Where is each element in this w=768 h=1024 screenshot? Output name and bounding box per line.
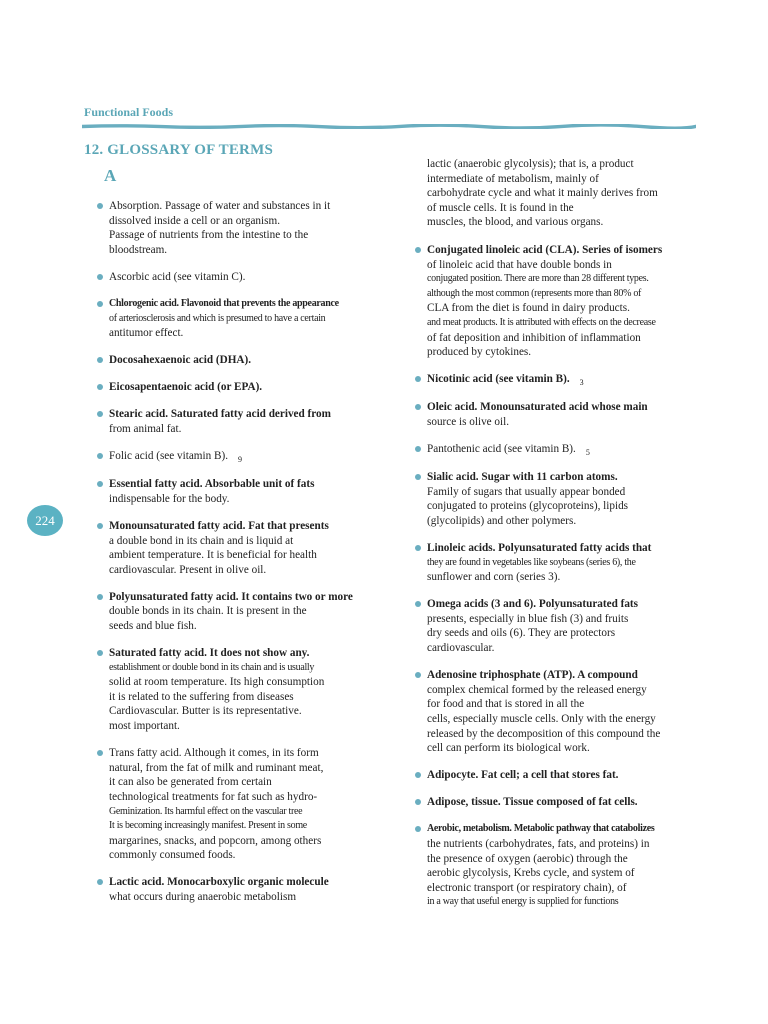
glossary-entry — [414, 541, 699, 585]
glossary-definition-line: solid at room temperature. Its high consumption — [109, 676, 325, 689]
glossary-entry — [414, 668, 699, 756]
bullet-icon — [415, 826, 421, 832]
glossary-entry — [96, 590, 396, 634]
glossary-entry — [414, 470, 699, 528]
glossary-term: Adipocyte. Fat cell; a cell that stores fat. — [427, 769, 619, 782]
glossary-entry — [96, 519, 396, 577]
glossary-entry — [96, 353, 396, 368]
glossary-definition-line: in a way that useful energy is supplied for functions — [427, 896, 619, 908]
glossary-definition-line: complex chemical formed by the released energy — [427, 683, 647, 696]
glossary-left-column — [96, 199, 396, 917]
glossary-definition-line: (glycolipids) and other polymers. — [427, 514, 577, 527]
footnote-marker: 3 — [579, 378, 584, 388]
bullet-icon — [415, 799, 421, 805]
glossary-definition-line: It is becoming increasingly manifest. Present in some — [109, 820, 307, 832]
glossary-definition-line: of arteriosclerosis and which is presumed to have a certain — [109, 312, 326, 324]
glossary-entry — [96, 477, 396, 506]
glossary-definition-line: indispensable for the body. — [109, 492, 230, 505]
glossary-definition-line: and meat products. It is attributed with effects on the decrease — [427, 316, 656, 328]
glossary-entry — [96, 380, 396, 395]
glossary-term: Trans fatty acid. Although it comes, in its form — [109, 747, 319, 760]
bullet-icon — [415, 404, 421, 410]
footnote-marker: 5 — [585, 448, 590, 457]
glossary-entry — [414, 442, 699, 458]
bullet-icon — [97, 523, 103, 529]
glossary-definition-line: commonly consumed foods. — [109, 849, 236, 862]
glossary-term: Stearic acid. Saturated fatty acid derived from — [109, 408, 331, 421]
glossary-right-entries — [414, 243, 699, 910]
glossary-entry — [96, 270, 396, 285]
glossary-term: Pantothenic acid (see vitamin B). $_5$ — [427, 443, 590, 457]
glossary-definition-line: released by the decomposition of this compound the — [427, 727, 661, 740]
glossary-definition-line: Cardiovascular. Butter is its representative. — [109, 705, 302, 718]
glossary-term: Oleic acid. Monounsaturated acid whose main — [427, 401, 648, 414]
bullet-icon — [97, 453, 103, 459]
glossary-definition-line: double bonds in its chain. It is present in the — [109, 605, 307, 618]
glossary-term: Aerobic, metabolism. Metabolic pathway that catabolizes — [427, 823, 655, 835]
glossary-term: Absorption. Passage of water and substances in it — [109, 200, 331, 212]
glossary-term: Ascorbic acid (see vitamin C). — [109, 270, 246, 283]
glossary-term: Chlorogenic acid. Flavonoid that prevents the appearance — [109, 297, 339, 309]
glossary-entry — [96, 875, 396, 904]
glossary-entry — [96, 297, 396, 341]
glossary-entry — [414, 795, 699, 810]
glossary-definition-line: natural, from the fat of milk and ruminant meat, — [109, 761, 324, 774]
bullet-icon — [97, 384, 103, 390]
glossary-definition-line: conjugated position. There are more than 28 different types. — [427, 273, 649, 285]
running-header: Functional Foods — [84, 105, 174, 119]
bullet-icon — [97, 274, 103, 280]
glossary-definition-line: ambient temperature. It is beneficial for health — [109, 549, 317, 562]
glossary-definition-line: source is olive oil. — [427, 415, 510, 428]
glossary-definition-line: although the most common (represents more than 80% of — [427, 287, 642, 299]
glossary-definition-line: margarines, snacks, and popcorn, among others — [109, 834, 322, 847]
glossary-definition-line: cardiovascular. — [427, 642, 495, 655]
glossary-definition-line: produced by cytokines. — [427, 346, 532, 359]
glossary-definition-line: dry seeds and oils (6). They are protectors — [427, 627, 616, 640]
continuation-line: intermediate of metabolism, mainly of — [427, 172, 599, 185]
glossary-definition-line: Passage of nutrients from the intestine to the — [109, 229, 309, 242]
glossary-definition-line: cell can perform its biological work. — [427, 742, 590, 755]
continuation-line: muscles, the blood, and various organs. — [427, 216, 604, 229]
glossary-term: Folic acid (see vitamin B). $_9$ — [109, 450, 242, 465]
glossary-term: Polyunsaturated fatty acid. It contains two or more — [109, 590, 353, 603]
continued-entry — [414, 157, 699, 230]
glossary-definition-line: seeds and blue fish. — [109, 619, 197, 632]
glossary-entry — [414, 768, 699, 783]
glossary-definition-line: establishment or double bond in its chain and is usually — [109, 661, 315, 673]
glossary-definition-line: a double bond in its chain and is liquid at — [109, 534, 294, 547]
glossary-term: Adenosine triphosphate (ATP). A compound — [427, 669, 638, 682]
bullet-icon — [97, 879, 103, 885]
page-number-badge: 224 — [27, 505, 63, 536]
bullet-icon — [415, 474, 421, 480]
glossary-definition-line: dissolved inside a cell or an organism. — [109, 214, 280, 227]
glossary-term: Conjugated linoleic acid (CLA). Series of isomers — [427, 243, 663, 256]
glossary-entry — [414, 597, 699, 655]
glossary-definition-line: CLA from the diet is found in dairy products. — [427, 302, 630, 315]
glossary-entry — [96, 746, 396, 863]
bullet-icon — [97, 650, 103, 656]
bullet-icon — [97, 594, 103, 600]
glossary-term: Linoleic acids. Polyunsaturated fatty acids that — [427, 541, 652, 554]
glossary-definition-line: most important. — [109, 720, 180, 733]
glossary-definition-line: presents, especially in blue fish (3) and fruits — [427, 612, 629, 625]
glossary-definition-line: bloodstream. — [109, 243, 168, 256]
bullet-icon — [97, 411, 103, 417]
bullet-icon — [415, 772, 421, 778]
glossary-entry — [414, 822, 699, 910]
glossary-definition-line: the presence of oxygen (aerobic) through the — [427, 852, 628, 865]
glossary-term: Essential fatty acid. Absorbable unit of fats — [109, 478, 315, 491]
glossary-definition-line: it can also be generated from certain — [109, 776, 272, 789]
glossary-definition-line: conjugated to proteins (glycoproteins), lipids — [427, 500, 629, 513]
glossary-definition-line: it is related to the suffering from diseases — [109, 690, 294, 703]
glossary-entry — [414, 243, 699, 360]
bullet-icon — [97, 203, 103, 209]
glossary-term: Sialic acid. Sugar with 11 carbon atoms. — [427, 471, 618, 484]
glossary-definition-line: the nutrients (carbohydrates, fats, and proteins) in — [427, 837, 650, 850]
section-title: 12. GLOSSARY OF TERMS — [84, 142, 273, 158]
bullet-icon — [415, 672, 421, 678]
continuation-line: carbohydrate cycle and what it mainly derives from — [427, 187, 658, 200]
glossary-definition-line: for food and that is stored in all the — [427, 698, 585, 711]
glossary-entry — [96, 449, 396, 465]
glossary-definition-line: they are found in vegetables like soybeans (series 6), the — [427, 556, 636, 568]
letter-heading: A — [104, 166, 117, 185]
glossary-entry — [96, 199, 396, 257]
glossary-term: Lactic acid. Monocarboxylic organic molecule — [109, 876, 329, 889]
glossary-definition-line: of fat deposition and inhibition of inflammation — [427, 331, 641, 344]
glossary-entry — [96, 407, 396, 436]
bullet-icon — [97, 301, 103, 307]
glossary-definition-line: Family of sugars that usually appear bonded — [427, 485, 626, 498]
bullet-icon — [415, 376, 421, 382]
glossary-entry — [414, 372, 699, 388]
glossary-definition-line: technological treatments for fat such as hydro- — [109, 790, 318, 803]
glossary-definition-line: cardiovascular. Present in olive oil. — [109, 563, 267, 576]
glossary-definition-line: electronic transport (or respiratory chain), of — [427, 881, 627, 894]
bullet-icon — [415, 545, 421, 551]
glossary-right-column — [414, 157, 699, 922]
glossary-term: Omega acids (3 and 6). Polyunsaturated fats — [427, 598, 639, 611]
glossary-entry — [96, 646, 396, 734]
glossary-definition-line: from animal fat. — [109, 423, 182, 436]
glossary-definition-line: of linoleic acid that have double bonds in — [427, 258, 612, 271]
glossary-term: Monounsaturated fatty acid. Fat that presents — [109, 519, 329, 532]
glossary-definition-line: antitumor effect. — [109, 327, 184, 340]
glossary-definition-line: sunflower and corn (series 3). — [427, 571, 561, 584]
glossary-term: Docosahexaenoic acid (DHA). — [109, 354, 252, 367]
continuation-line: of muscle cells. It is found in the — [427, 201, 574, 214]
glossary-term: Adipose, tissue. Tissue composed of fat cells. — [427, 796, 638, 809]
glossary-definition-line: Geminization. Its harmful effect on the vascular tree — [109, 805, 303, 817]
continuation-line: lactic (anaerobic glycolysis); that is, a product — [427, 158, 634, 170]
bullet-icon — [415, 247, 421, 253]
footnote-marker: 9 — [238, 455, 242, 465]
bullet-icon — [97, 750, 103, 756]
header-rule — [82, 124, 696, 129]
bullet-icon — [97, 357, 103, 363]
bullet-icon — [415, 446, 421, 452]
glossary-term: Nicotinic acid (see vitamin B). $_3$ — [427, 373, 584, 388]
glossary-entry — [414, 400, 699, 429]
glossary-definition-line: aerobic glycolysis, Krebs cycle, and system of — [427, 867, 635, 880]
glossary-definition-line: what occurs during anaerobic metabolism — [109, 890, 297, 903]
glossary-term: Eicosapentaenoic acid (or EPA). — [109, 381, 263, 394]
glossary-definition-line: cells, especially muscle cells. Only with the energy — [427, 712, 656, 725]
glossary-term: Saturated fatty acid. It does not show any. — [109, 647, 310, 660]
bullet-icon — [415, 601, 421, 607]
bullet-icon — [97, 481, 103, 487]
